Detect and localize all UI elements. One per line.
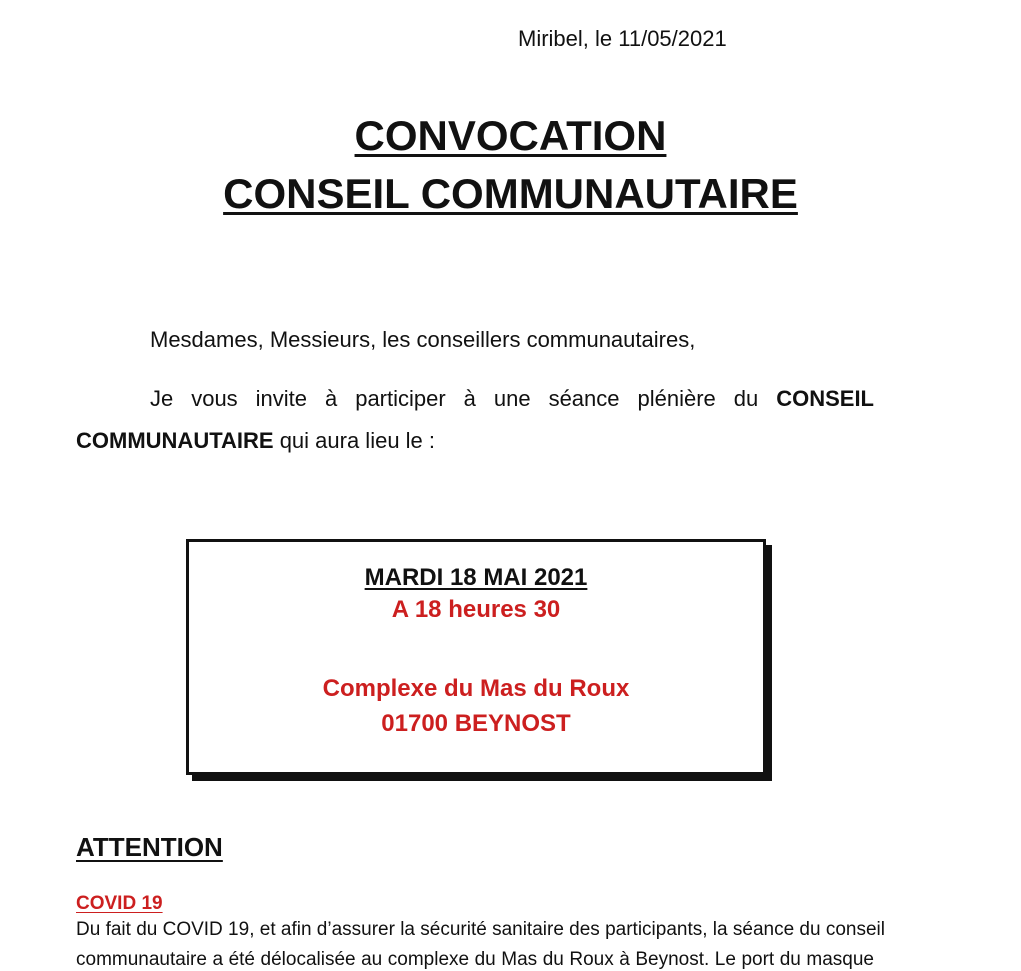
place-date: Miribel, le 11/05/2021 <box>518 26 727 51</box>
meeting-city: 01700 BEYNOST <box>381 710 571 737</box>
attention-heading: ATTENTION <box>76 832 223 862</box>
invitation-bold-community: COMMUNAUTAIRE <box>76 428 274 453</box>
invitation-text-end: qui aura lieu le : <box>273 428 436 453</box>
document-title: CONVOCATION <box>354 112 667 159</box>
invitation-line-2 <box>76 428 435 454</box>
invitation-text: Je vous invite à participer à une séance plénière du <box>150 386 777 411</box>
greeting: Mesdames, Messieurs, les conseillers communautaires, <box>150 327 696 352</box>
covid-subheading: COVID 19 <box>76 893 163 914</box>
document-subtitle: CONSEIL COMMUNAUTAIRE <box>223 170 798 217</box>
invitation-line-1 <box>150 386 874 412</box>
meeting-time: A 18 heures 30 <box>391 596 561 623</box>
notice-text-line-1: Du fait du COVID 19, et afin d’assurer la sécurité sanitaire des participants, la séance du conseil <box>76 919 885 940</box>
invitation-bold-council: CONSEIL <box>776 386 874 411</box>
meeting-place: Complexe du Mas du Roux <box>322 675 630 702</box>
meeting-info-box <box>186 539 766 775</box>
meeting-date: MARDI 18 MAI 2021 <box>364 564 588 591</box>
notice-text-line-2: communautaire a été délocalisée au complexe du Mas du Roux à Beynost. Le port du masque <box>76 949 874 970</box>
